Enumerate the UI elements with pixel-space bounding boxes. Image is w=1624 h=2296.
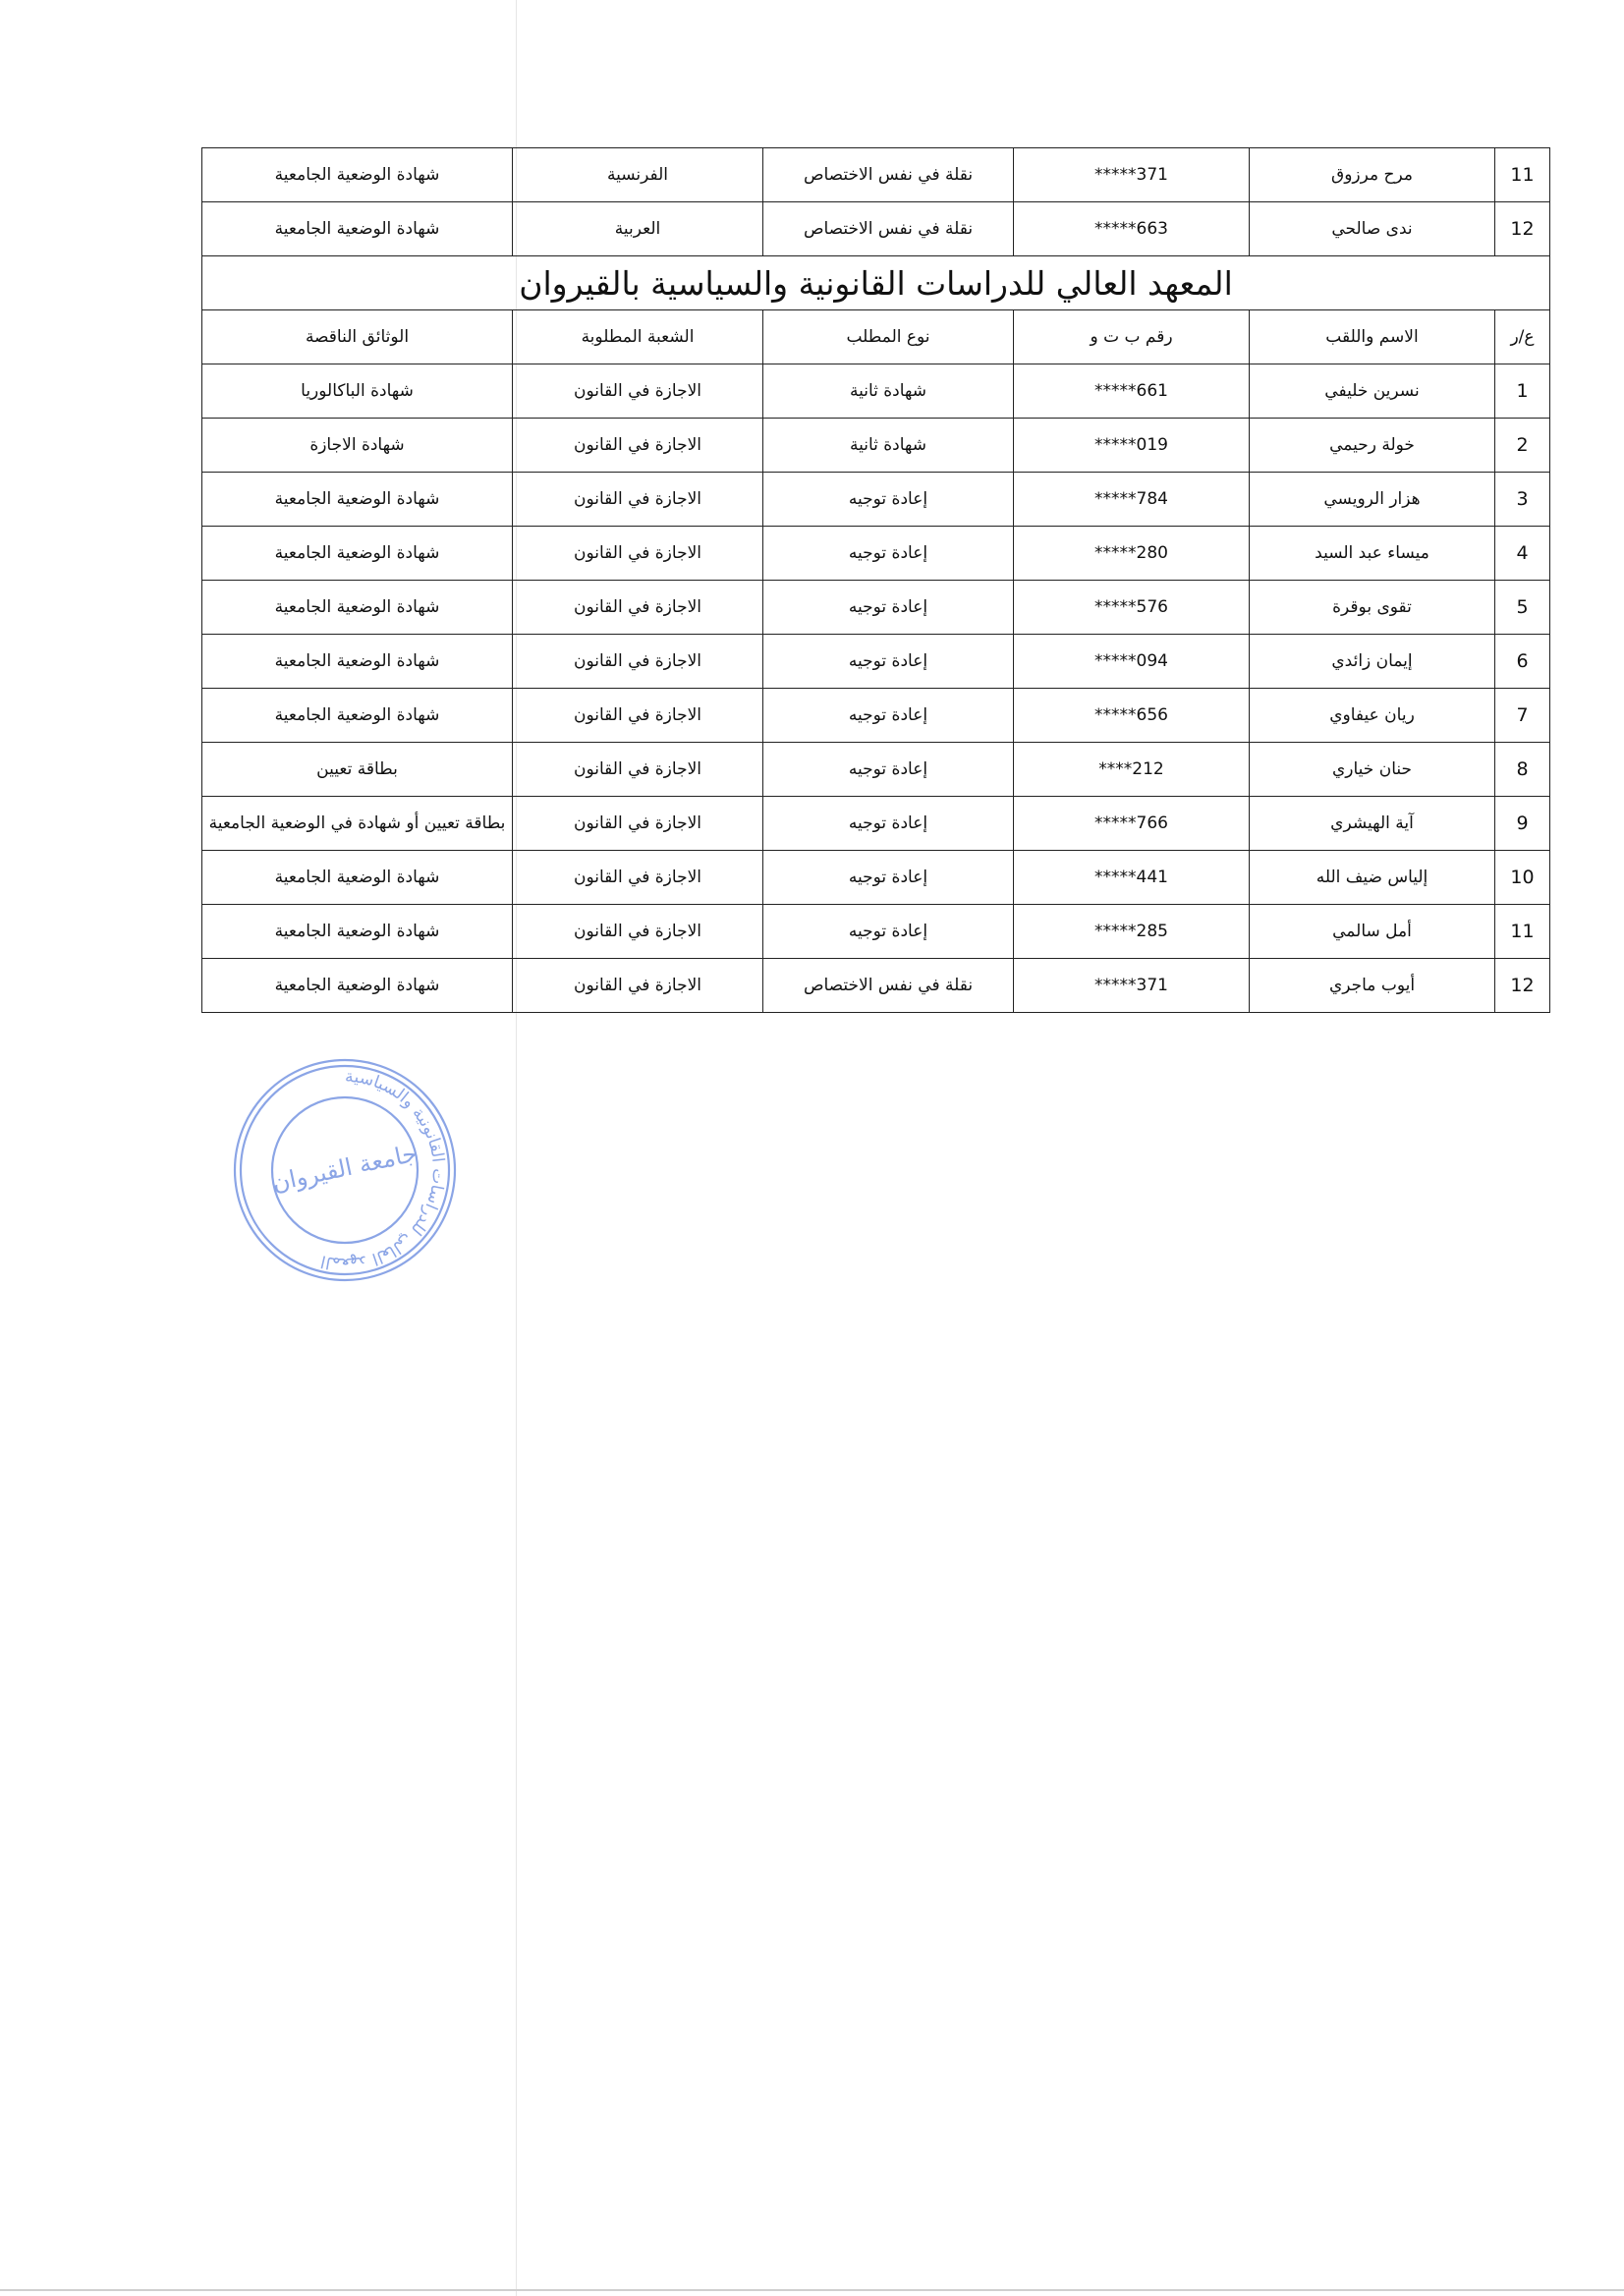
cell-num: 5 <box>1495 581 1550 635</box>
university-stamp <box>228 1053 462 1287</box>
cell-request-type: شهادة ثانية <box>763 419 1014 473</box>
cell-missing-docs: بطاقة تعيين <box>202 743 513 797</box>
cell-request-type: إعادة توجيه <box>763 473 1014 527</box>
cell-name: ميساء عبد السيد <box>1250 527 1495 581</box>
previous-rows <box>202 148 1550 256</box>
cell-name: هزار الرويسي <box>1250 473 1495 527</box>
stamp-center-text: جامعة القيروان <box>269 1139 420 1198</box>
table-row <box>202 202 1550 256</box>
table-row <box>202 527 1550 581</box>
cell-id: *****280 <box>1014 527 1250 581</box>
cell-missing-docs: شهادة الوضعية الجامعية <box>202 905 513 959</box>
table-row <box>202 581 1550 635</box>
candidates-table <box>201 147 1550 1013</box>
cell-missing-docs: شهادة الوضعية الجامعية <box>202 473 513 527</box>
cell-name: نسرين خليفي <box>1250 364 1495 419</box>
cell-id: *****576 <box>1014 581 1250 635</box>
cell-id: *****766 <box>1014 797 1250 851</box>
cell-name: أيوب ماجري <box>1250 959 1495 1013</box>
table-row <box>202 419 1550 473</box>
cell-id: *****441 <box>1014 851 1250 905</box>
cell-missing-docs: شهادة الاجازة <box>202 419 513 473</box>
header-request-type: نوع المطلب <box>763 310 1014 364</box>
cell-branch: الاجازة في القانون <box>513 743 763 797</box>
cell-name: آية الهيشري <box>1250 797 1495 851</box>
cell-missing-docs: شهادة الباكالوريا <box>202 364 513 419</box>
cell-num: 1 <box>1495 364 1550 419</box>
table-header-row <box>202 310 1550 364</box>
cell-num: 7 <box>1495 689 1550 743</box>
cell-num: 2 <box>1495 419 1550 473</box>
cell-branch: الاجازة في القانون <box>513 419 763 473</box>
cell-num: 4 <box>1495 527 1550 581</box>
cell-branch: الاجازة في القانون <box>513 635 763 689</box>
cell-name: تقوى بوقرة <box>1250 581 1495 635</box>
cell-branch: الاجازة في القانون <box>513 905 763 959</box>
cell-missing-docs: بطاقة تعيين أو شهادة في الوضعية الجامعية <box>202 797 513 851</box>
cell-num: 12 <box>1495 959 1550 1013</box>
cell-missing-docs: شهادة الوضعية الجامعية <box>202 202 513 256</box>
cell-id: *****661 <box>1014 364 1250 419</box>
cell-missing-docs: شهادة الوضعية الجامعية <box>202 148 513 202</box>
cell-branch: الاجازة في القانون <box>513 473 763 527</box>
cell-num: 11 <box>1495 905 1550 959</box>
table-row <box>202 797 1550 851</box>
header-name: الاسم واللقب <box>1250 310 1495 364</box>
cell-id: ****212 <box>1014 743 1250 797</box>
table-row <box>202 364 1550 419</box>
cell-name: حنان خياري <box>1250 743 1495 797</box>
institute-rows <box>202 364 1550 1013</box>
table-row <box>202 905 1550 959</box>
cell-num: 3 <box>1495 473 1550 527</box>
cell-request-type: إعادة توجيه <box>763 743 1014 797</box>
cell-num: 11 <box>1495 148 1550 202</box>
cell-id: *****656 <box>1014 689 1250 743</box>
cell-request-type: إعادة توجيه <box>763 797 1014 851</box>
cell-id: *****285 <box>1014 905 1250 959</box>
header-id: رقم ب ت و <box>1014 310 1250 364</box>
scan-bottom-line <box>0 2289 1624 2291</box>
cell-id: *****663 <box>1014 202 1250 256</box>
cell-branch: الاجازة في القانون <box>513 797 763 851</box>
table-row <box>202 635 1550 689</box>
cell-id: *****371 <box>1014 148 1250 202</box>
cell-branch: الاجازة في القانون <box>513 851 763 905</box>
cell-missing-docs: شهادة الوضعية الجامعية <box>202 851 513 905</box>
stamp-ring-text: المعهد العالي للدراسات القانونية والسياسية <box>318 1066 449 1274</box>
cell-request-type: إعادة توجيه <box>763 689 1014 743</box>
table-row <box>202 473 1550 527</box>
table-row <box>202 743 1550 797</box>
cell-branch: الفرنسية <box>513 148 763 202</box>
table-row <box>202 851 1550 905</box>
cell-branch: العربية <box>513 202 763 256</box>
cell-name: خولة رحيمي <box>1250 419 1495 473</box>
cell-missing-docs: شهادة الوضعية الجامعية <box>202 527 513 581</box>
cell-id: *****019 <box>1014 419 1250 473</box>
cell-name: ندى صالحي <box>1250 202 1495 256</box>
cell-branch: الاجازة في القانون <box>513 364 763 419</box>
cell-branch: الاجازة في القانون <box>513 959 763 1013</box>
cell-num: 8 <box>1495 743 1550 797</box>
cell-request-type: نقلة في نفس الاختصاص <box>763 148 1014 202</box>
header-branch: الشعبة المطلوبة <box>513 310 763 364</box>
cell-request-type: إعادة توجيه <box>763 581 1014 635</box>
table-row <box>202 959 1550 1013</box>
cell-num: 9 <box>1495 797 1550 851</box>
cell-request-type: نقلة في نفس الاختصاص <box>763 959 1014 1013</box>
cell-branch: الاجازة في القانون <box>513 581 763 635</box>
header-num: ع/ر <box>1495 310 1550 364</box>
section-title: المعهد العالي للدراسات القانونية والسياسية بالقيروان <box>202 256 1550 310</box>
cell-request-type: نقلة في نفس الاختصاص <box>763 202 1014 256</box>
cell-request-type: إعادة توجيه <box>763 635 1014 689</box>
header-missing-docs: الوثائق الناقصة <box>202 310 513 364</box>
cell-missing-docs: شهادة الوضعية الجامعية <box>202 689 513 743</box>
cell-id: *****784 <box>1014 473 1250 527</box>
table-row <box>202 689 1550 743</box>
cell-name: مرح مرزوق <box>1250 148 1495 202</box>
cell-request-type: إعادة توجيه <box>763 851 1014 905</box>
cell-branch: الاجازة في القانون <box>513 527 763 581</box>
cell-id: *****371 <box>1014 959 1250 1013</box>
cell-missing-docs: شهادة الوضعية الجامعية <box>202 959 513 1013</box>
cell-id: *****094 <box>1014 635 1250 689</box>
cell-missing-docs: شهادة الوضعية الجامعية <box>202 581 513 635</box>
cell-name: ريان عيفاوي <box>1250 689 1495 743</box>
cell-request-type: شهادة ثانية <box>763 364 1014 419</box>
cell-num: 6 <box>1495 635 1550 689</box>
cell-name: أمل سالمي <box>1250 905 1495 959</box>
cell-num: 12 <box>1495 202 1550 256</box>
cell-num: 10 <box>1495 851 1550 905</box>
cell-branch: الاجازة في القانون <box>513 689 763 743</box>
cell-name: إلياس ضيف الله <box>1250 851 1495 905</box>
cell-missing-docs: شهادة الوضعية الجامعية <box>202 635 513 689</box>
section-title-row <box>202 256 1550 310</box>
cell-request-type: إعادة توجيه <box>763 527 1014 581</box>
cell-request-type: إعادة توجيه <box>763 905 1014 959</box>
table-row <box>202 148 1550 202</box>
cell-name: إيمان زائدي <box>1250 635 1495 689</box>
